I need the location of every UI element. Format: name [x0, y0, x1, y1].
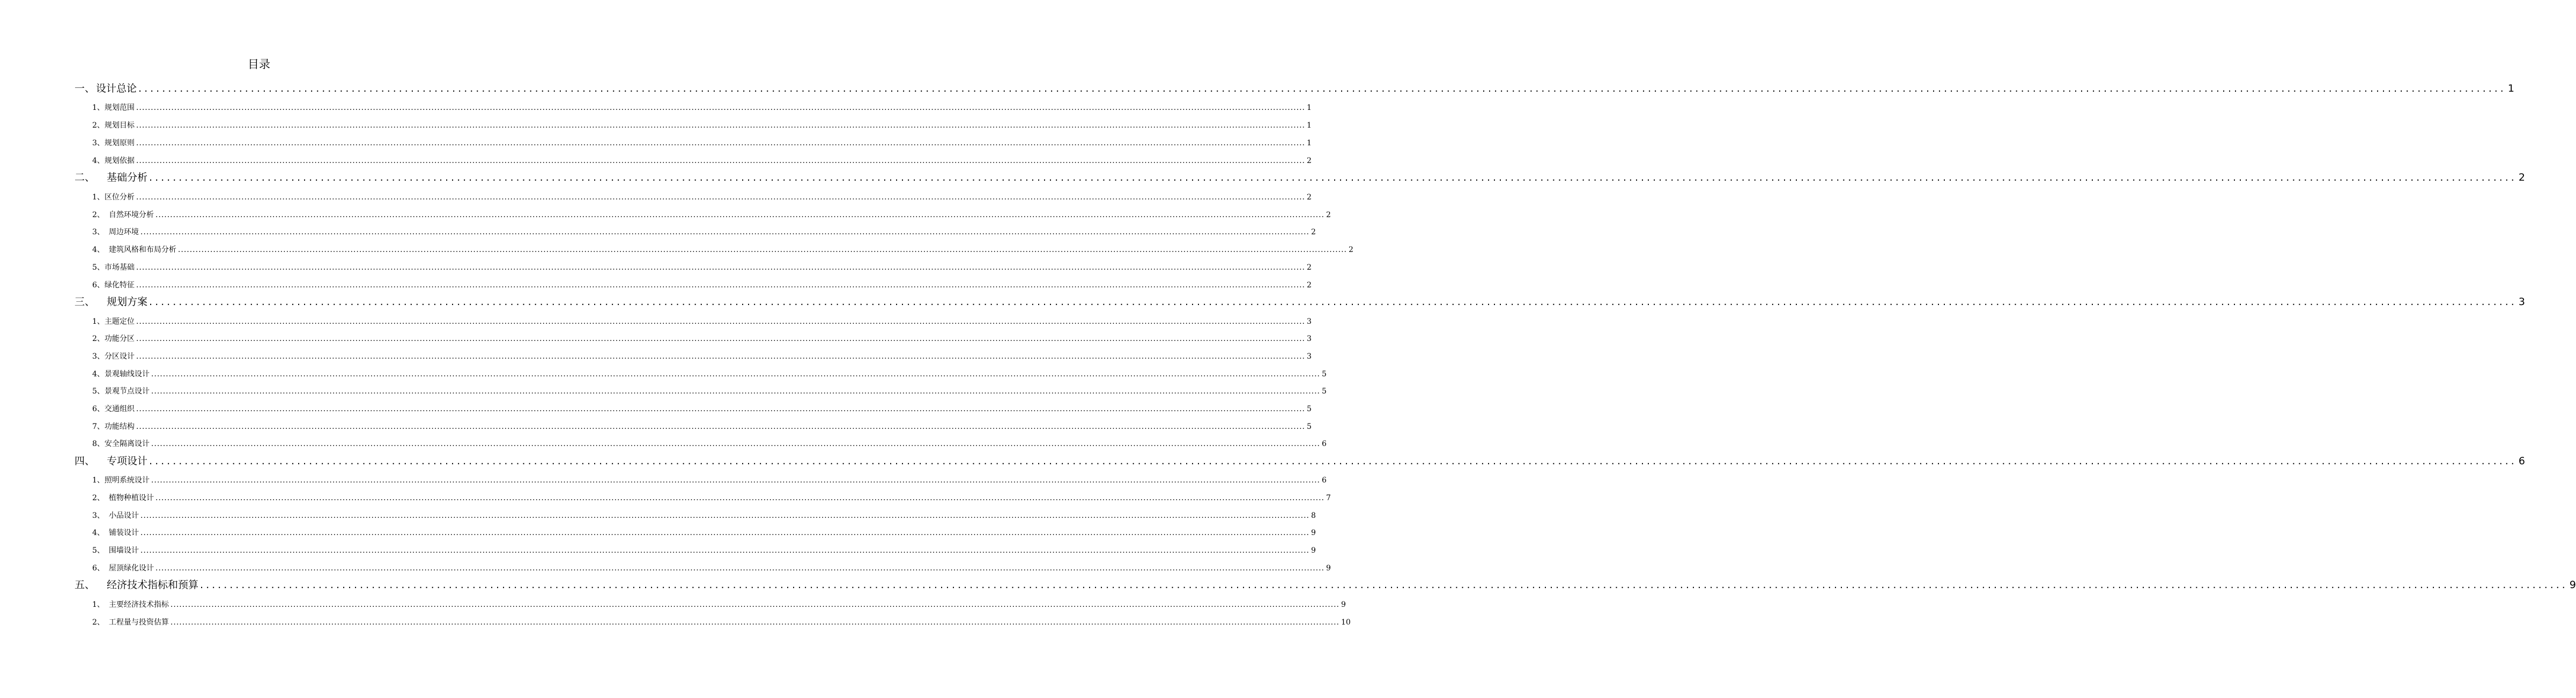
toc-entry-number: 5、 [92, 546, 105, 555]
toc-entry-label: 铺装设计 [108, 529, 139, 537]
toc-dot-leader: ................................................................................................................................................................................................................................................................................................................................................................................................................ [136, 317, 1305, 326]
toc-entry-number: 4、 [92, 529, 105, 537]
toc-subsection-entry[interactable] [92, 617, 1351, 627]
toc-page-number: 2 [1307, 281, 1312, 289]
toc-entry-number: 1、 [92, 317, 105, 326]
toc-entry-number: 1、 [92, 600, 105, 609]
toc-entry-label: 小品设计 [108, 511, 139, 520]
toc-page-number: 1 [2507, 83, 2514, 94]
toc-entry-number: 2、 [92, 121, 105, 130]
toc-page-number: 7 [1326, 494, 1331, 502]
toc-subsection-entry[interactable] [92, 545, 1316, 555]
toc-page-number: 1 [1307, 103, 1312, 112]
toc-entry-number: 3、 [92, 352, 105, 361]
toc-entry-label: 景观轴线设计 [104, 370, 150, 378]
toc-dot-leader: ................................................................................................................................................................................................................................................................................................................................................................................................................ [155, 211, 1324, 219]
toc-entry-number: 5、 [92, 387, 105, 396]
toc-dot-leader: ................................................................................................................................................................................................................................................................................................................................................................................................................ [140, 228, 1309, 236]
toc-entry-number: 8、 [92, 440, 105, 448]
toc-page-number: 2 [1307, 193, 1312, 202]
toc-entry-number: 2、 [92, 618, 105, 627]
toc-entry-label: 围墙设计 [108, 546, 139, 555]
toc-page-number: 10 [1341, 618, 1351, 627]
toc-entry-number: 4、 [92, 246, 105, 254]
toc-dot-leader: ................................................................................................................................................................................................................................................................................................................................................................................................................ [136, 405, 1305, 413]
toc-subsection-entry[interactable] [92, 351, 1312, 361]
toc-subsection-entry[interactable] [92, 438, 1327, 449]
toc-page-number: 2 [2518, 172, 2525, 183]
toc-dot-leader: ................................................................................................................................................................................................................................................................................................................................................................................................................ [151, 440, 1320, 448]
toc-page-number: 5 [1322, 387, 1327, 396]
toc-entry-label: 自然环境分析 [108, 211, 154, 219]
toc-dot-leader: ................................................................................................................................................................................................................................................................................................................................................................................................................ [136, 263, 1305, 272]
toc-entry-label: 市场基础 [104, 263, 135, 272]
toc-page-number: 1 [1307, 139, 1312, 147]
toc-subsection-entry[interactable] [92, 279, 1312, 290]
toc-entry-label: 规划目标 [104, 121, 135, 130]
toc-page-number: 2 [1307, 263, 1312, 272]
toc-subsection-entry[interactable] [92, 368, 1327, 379]
toc-entry-number: 3、 [92, 228, 105, 236]
toc-page-number: 2 [1311, 228, 1316, 236]
toc-entry-number: 四、 [75, 455, 95, 467]
toc-subsection-entry[interactable] [92, 262, 1312, 272]
toc-subsection-entry[interactable] [92, 316, 1312, 326]
toc-entry-label: 规划依据 [104, 157, 135, 165]
toc-page-number: 9 [1341, 600, 1346, 609]
toc-entry-label: 建筑风格和布局分析 [108, 246, 176, 254]
toc-section-entry[interactable] [75, 80, 2514, 95]
toc-entry-label: 照明系统设计 [104, 476, 150, 485]
toc-dot-leader: ................................................................................................................................................................................................................................................................................................................................................................................................................ [136, 193, 1305, 202]
toc-dot-leader: ................................................................................................................................................................................................................................................................................................................................................................................................................ [140, 529, 1309, 537]
toc-dot-leader: ................................................................................................................................................................................................................................................................................................................................................................................................................ [155, 494, 1324, 502]
toc-dot-leader: ................................................................................................................................................................................................................................................................................................................................................................................................................ [149, 455, 2517, 467]
toc-section-entry[interactable] [75, 169, 2525, 184]
toc-dot-leader: ................................................................................................................................................................................................................................................................................................................................................................................................................ [149, 296, 2517, 308]
toc-entry-number: 5、 [92, 263, 105, 272]
toc-entry-label: 功能结构 [104, 422, 135, 431]
toc-entry-label: 规划范围 [104, 103, 135, 112]
toc-entry-label: 景观节点设计 [104, 387, 150, 396]
toc-section-entry[interactable] [75, 294, 2525, 308]
toc-entry-label: 基础分析 [107, 172, 148, 183]
toc-page-number: 2 [1326, 211, 1331, 219]
toc-subsection-entry[interactable] [92, 562, 1331, 573]
toc-entry-number: 6、 [92, 281, 105, 289]
toc-subsection-entry[interactable] [92, 403, 1312, 414]
toc-dot-leader: ................................................................................................................................................................................................................................................................................................................................................................................................................ [136, 121, 1305, 130]
toc-page-number: 5 [1322, 370, 1327, 378]
toc-entry-label: 屋顶绿化设计 [108, 564, 154, 573]
toc-entry-label: 工程量与投资估算 [108, 618, 169, 627]
toc-dot-leader: ................................................................................................................................................................................................................................................................................................................................................................................................................ [177, 246, 1347, 254]
toc-dot-leader: ................................................................................................................................................................................................................................................................................................................................................................................................................ [136, 157, 1305, 165]
toc-entry-label: 安全隔离设计 [104, 440, 150, 448]
toc-page-number: 2 [1307, 157, 1312, 165]
toc-dot-leader: ................................................................................................................................................................................................................................................................................................................................................................................................................ [136, 422, 1305, 431]
toc-entry-number: 1、 [92, 193, 105, 202]
toc-page-number: 3 [2518, 296, 2525, 308]
toc-page-number: 3 [1307, 335, 1312, 343]
toc-subsection-entry[interactable] [92, 137, 1312, 148]
toc-entry-number: 2、 [92, 211, 105, 219]
toc-subsection-entry[interactable] [92, 385, 1327, 396]
toc-title: 目录 [248, 58, 270, 71]
toc-subsection-entry[interactable] [92, 191, 1312, 202]
toc-subsection-entry[interactable] [92, 599, 1346, 610]
toc-dot-leader: ................................................................................................................................................................................................................................................................................................................................................................................................................ [151, 370, 1320, 378]
toc-subsection-entry[interactable] [92, 474, 1327, 485]
toc-entry-label: 交通组织 [104, 405, 135, 413]
toc-entry-label: 周边环境 [108, 228, 139, 236]
toc-entry-number: 1、 [92, 103, 105, 112]
toc-subsection-entry[interactable] [92, 102, 1312, 113]
toc-subsection-entry[interactable] [92, 421, 1312, 432]
toc-dot-leader: ................................................................................................................................................................................................................................................................................................................................................................................................................ [149, 172, 2517, 183]
toc-entry-number: 五、 [75, 579, 95, 591]
toc-entry-label: 绿化特征 [104, 281, 135, 289]
toc-subsection-entry[interactable] [92, 527, 1316, 538]
toc-entry-label: 经济技术指标和预算 [107, 579, 199, 591]
toc-entry-number: 1、 [92, 476, 105, 485]
toc-entry-number: 4、 [92, 157, 105, 165]
toc-dot-leader: ................................................................................................................................................................................................................................................................................................................................................................................................................ [170, 600, 1339, 609]
toc-entry-number: 3、 [92, 139, 105, 147]
toc-page-number: 9 [2569, 579, 2576, 591]
toc-subsection-entry[interactable] [92, 120, 1312, 130]
toc-dot-leader: ................................................................................................................................................................................................................................................................................................................................................................................................................ [140, 546, 1309, 555]
toc-page-number: 6 [1322, 476, 1327, 485]
toc-entry-number: 2、 [92, 335, 105, 343]
toc-entry-number: 2、 [92, 494, 105, 502]
toc-dot-leader: ................................................................................................................................................................................................................................................................................................................................................................................................................ [136, 352, 1305, 361]
toc-subsection-entry[interactable] [92, 155, 1312, 166]
toc-entry-label: 设计总论 [96, 83, 137, 94]
toc-page-number: 9 [1311, 529, 1316, 537]
toc-entry-number: 4、 [92, 370, 105, 378]
toc-subsection-entry[interactable] [92, 209, 1331, 220]
toc-dot-leader: ................................................................................................................................................................................................................................................................................................................................................................................................................ [170, 618, 1339, 627]
toc-dot-leader: ................................................................................................................................................................................................................................................................................................................................................................................................................ [136, 139, 1305, 147]
toc-entry-number: 7、 [92, 422, 105, 431]
toc-dot-leader: ................................................................................................................................................................................................................................................................................................................................................................................................................ [151, 476, 1320, 485]
toc-entry-label: 植物种植设计 [108, 494, 154, 502]
toc-entry-label: 规划方案 [107, 296, 148, 308]
toc-dot-leader: ................................................................................................................................................................................................................................................................................................................................................................................................................ [136, 281, 1305, 289]
toc-dot-leader: ................................................................................................................................................................................................................................................................................................................................................................................................................ [155, 564, 1324, 573]
toc-subsection-entry[interactable] [92, 510, 1316, 521]
toc-entry-number: 6、 [92, 405, 105, 413]
toc-page-number: 1 [1307, 121, 1312, 130]
toc-page-number: 8 [1311, 511, 1316, 520]
toc-entry-number: 二、 [75, 172, 95, 183]
toc-page-number: 9 [1326, 564, 1331, 573]
toc-entry-number: 3、 [92, 511, 105, 520]
toc-subsection-entry[interactable] [92, 492, 1331, 503]
toc-subsection-entry[interactable] [92, 333, 1312, 344]
toc-page-number: 6 [2518, 455, 2525, 467]
toc-section-entry[interactable] [75, 577, 2576, 591]
toc-entry-label: 主题定位 [104, 317, 135, 326]
toc-entry-label: 规划原则 [104, 139, 135, 147]
toc-dot-leader: ................................................................................................................................................................................................................................................................................................................................................................................................................ [151, 387, 1320, 396]
toc-page-number: 5 [1307, 422, 1312, 431]
toc-entry-number: 三、 [75, 296, 95, 308]
toc-dot-leader: ................................................................................................................................................................................................................................................................................................................................................................................................................ [136, 103, 1305, 112]
toc-page-number: 3 [1307, 352, 1312, 361]
toc-dot-leader: ................................................................................................................................................................................................................................................................................................................................................................................................................ [136, 335, 1305, 343]
toc-entry-label: 主要经济技术指标 [108, 600, 169, 609]
toc-subsection-entry[interactable] [92, 244, 1353, 255]
toc-entry-number: 6、 [92, 564, 105, 573]
toc-page-number: 2 [1349, 246, 1353, 254]
toc-page-number: 5 [1307, 405, 1312, 413]
toc-page-number: 6 [1322, 440, 1327, 448]
toc-subsection-entry[interactable] [92, 226, 1316, 237]
toc-dot-leader: ................................................................................................................................................................................................................................................................................................................................................................................................................ [200, 579, 2568, 591]
toc-entry-label: 功能分区 [104, 335, 135, 343]
toc-entry-label: 分区设计 [104, 352, 135, 361]
toc-section-entry[interactable] [75, 453, 2525, 467]
toc-entry-label: 区位分析 [104, 193, 135, 202]
toc-entry-number: 一、 [75, 83, 95, 94]
toc-dot-leader: ................................................................................................................................................................................................................................................................................................................................................................................................................ [138, 83, 2506, 94]
toc-page-number: 9 [1311, 546, 1316, 555]
toc-page-number: 3 [1307, 317, 1312, 326]
toc-entry-label: 专项设计 [107, 455, 148, 467]
toc-dot-leader: ................................................................................................................................................................................................................................................................................................................................................................................................................ [140, 511, 1309, 520]
